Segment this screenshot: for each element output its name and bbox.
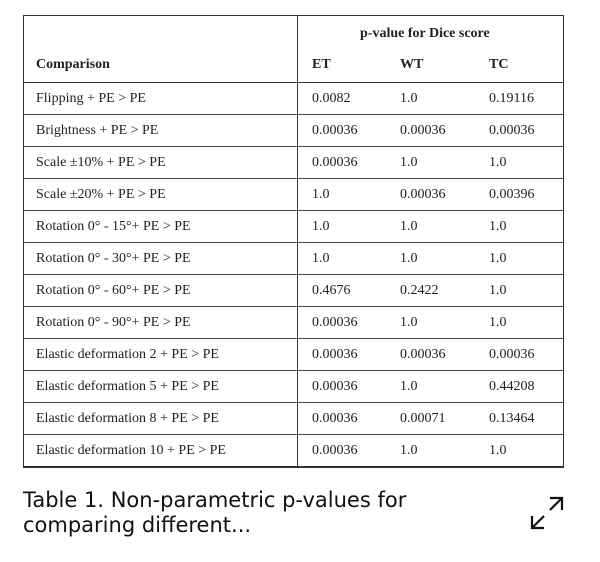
cell-et: 0.00036 xyxy=(312,379,358,394)
table-row xyxy=(24,178,563,210)
table-row xyxy=(24,306,563,338)
cell-wt: 1.0 xyxy=(400,219,418,234)
cell-tc: 0.44208 xyxy=(489,379,535,394)
cell-et: 1.0 xyxy=(312,219,330,234)
cell-comparison: Brightness + PE > PE xyxy=(36,123,159,138)
cell-comparison: Scale ±20% + PE > PE xyxy=(36,187,166,202)
cell-et: 0.00036 xyxy=(312,315,358,330)
table-caption[interactable]: Table 1. Non-parametric p-values for comparing different... xyxy=(23,488,407,537)
table-row xyxy=(24,114,563,146)
cell-wt: 1.0 xyxy=(400,379,418,394)
table-row xyxy=(24,242,563,274)
cell-wt: 1.0 xyxy=(400,251,418,266)
col-header-et: ET xyxy=(312,57,331,72)
cell-et: 1.0 xyxy=(312,187,330,202)
cell-comparison: Elastic deformation 2 + PE > PE xyxy=(36,347,219,362)
cell-et: 0.0082 xyxy=(312,91,351,106)
results-table xyxy=(23,15,564,468)
cell-comparison: Rotation 0° - 30°+ PE > PE xyxy=(36,251,191,266)
cell-wt: 0.00071 xyxy=(400,411,446,426)
table-row xyxy=(24,83,563,114)
cell-comparison: Elastic deformation 10 + PE > PE xyxy=(36,443,226,458)
table-row xyxy=(24,434,563,466)
cell-et: 0.00036 xyxy=(312,411,358,426)
cell-et: 0.00036 xyxy=(312,123,358,138)
cell-wt: 1.0 xyxy=(400,315,418,330)
cell-comparison: Rotation 0° - 15°+ PE > PE xyxy=(36,219,191,234)
cell-comparison: Scale ±10% + PE > PE xyxy=(36,155,166,170)
table-row xyxy=(24,370,563,402)
cell-tc: 1.0 xyxy=(489,219,507,234)
col-header-wt: WT xyxy=(400,57,424,72)
cell-tc: 1.0 xyxy=(489,315,507,330)
col-header-tc: TC xyxy=(489,57,509,72)
cell-comparison: Rotation 0° - 60°+ PE > PE xyxy=(36,283,191,298)
table-row xyxy=(24,338,563,370)
cell-tc: 1.0 xyxy=(489,283,507,298)
cell-comparison: Rotation 0° - 90°+ PE > PE xyxy=(36,315,191,330)
cell-tc: 0.00036 xyxy=(489,123,535,138)
cell-et: 1.0 xyxy=(312,251,330,266)
cell-tc: 0.19116 xyxy=(489,91,534,106)
cell-comparison: Elastic deformation 8 + PE > PE xyxy=(36,411,219,426)
cell-et: 0.4676 xyxy=(312,283,351,298)
table-row xyxy=(24,402,563,434)
table-row xyxy=(24,210,563,242)
cell-wt: 0.2422 xyxy=(400,283,439,298)
col-header-comparison: Comparison xyxy=(36,57,110,72)
cell-et: 0.00036 xyxy=(312,347,358,362)
cell-tc: 1.0 xyxy=(489,155,507,170)
cell-wt: 1.0 xyxy=(400,155,418,170)
table-row xyxy=(24,146,563,178)
cell-wt: 0.00036 xyxy=(400,187,446,202)
table-row xyxy=(24,274,563,306)
cell-tc: 0.00396 xyxy=(489,187,535,202)
cell-wt: 1.0 xyxy=(400,91,418,106)
cell-tc: 0.00036 xyxy=(489,347,535,362)
table-header xyxy=(24,16,563,83)
cell-comparison: Flipping + PE > PE xyxy=(36,91,146,106)
cell-wt: 0.00036 xyxy=(400,123,446,138)
cell-et: 0.00036 xyxy=(312,155,358,170)
cell-wt: 1.0 xyxy=(400,443,418,458)
expand-icon[interactable] xyxy=(528,494,566,532)
group-header: p-value for Dice score xyxy=(360,26,490,41)
cell-wt: 0.00036 xyxy=(400,347,446,362)
cell-comparison: Elastic deformation 5 + PE > PE xyxy=(36,379,219,394)
cell-tc: 1.0 xyxy=(489,251,507,266)
cell-tc: 0.13464 xyxy=(489,411,535,426)
cell-et: 0.00036 xyxy=(312,443,358,458)
cell-tc: 1.0 xyxy=(489,443,507,458)
